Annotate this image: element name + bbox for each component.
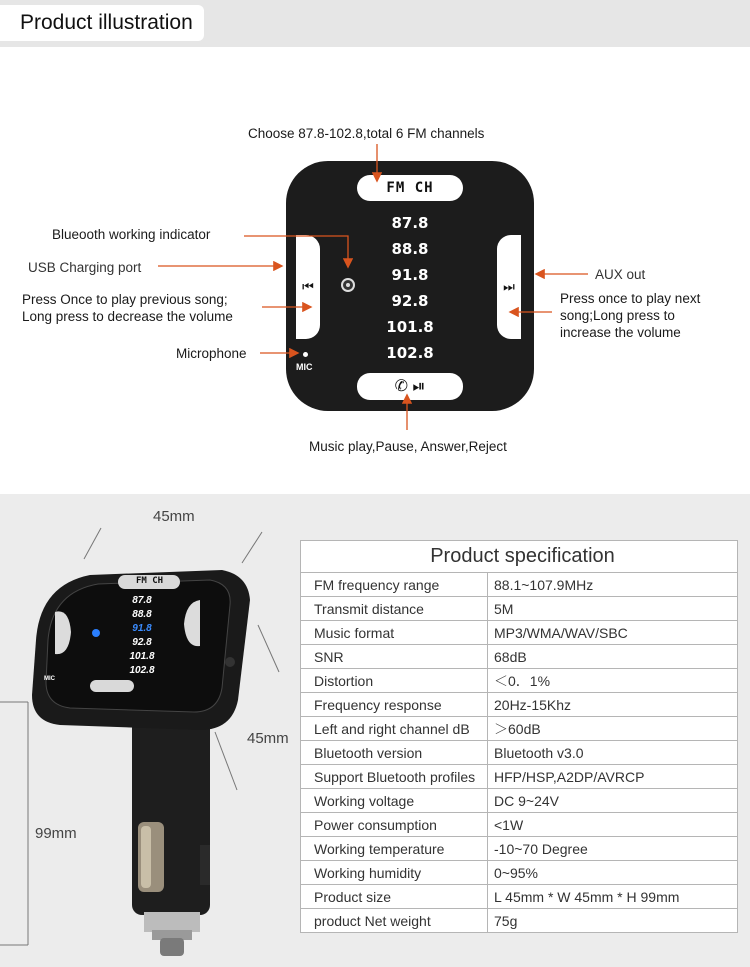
dimension-width: 45mm [153, 508, 195, 525]
spec-value: DC 9~24V [488, 789, 738, 813]
frequency-item: 101.8 [386, 318, 434, 336]
spec-row [301, 621, 738, 645]
spec-value: 68dB [488, 645, 738, 669]
frequency-item: 91.8 [391, 266, 429, 284]
annotation-next-line1: Press once to play next [560, 291, 701, 306]
annotation-usb-port: USB Charging port [28, 260, 142, 275]
spec-key: Frequency response [301, 693, 488, 717]
mic-label: MIC [296, 362, 313, 372]
annotation-microphone: Microphone [176, 346, 247, 361]
header-bar [0, 0, 750, 47]
spec-key: product Net weight [301, 909, 488, 933]
photo-frequency-item: 92.8 [132, 637, 152, 648]
bluetooth-indicator-icon [341, 278, 355, 292]
frequency-item: 92.8 [391, 292, 429, 310]
photo-frequency-list [112, 594, 172, 678]
spec-value: ＞60dB [488, 717, 738, 741]
spec-table-header [301, 541, 738, 573]
frequency-item: 87.8 [391, 214, 429, 232]
spec-table [300, 540, 738, 933]
section-title: Product illustration [0, 5, 204, 41]
spec-row [301, 669, 738, 693]
spec-value: <1W [488, 813, 738, 837]
annotation-aux-out: AUX out [595, 267, 646, 282]
phone-play-icon: ✆ ⏯ [394, 378, 426, 395]
play-answer-button [357, 373, 463, 400]
spec-row [301, 789, 738, 813]
spec-key: Product size [301, 885, 488, 909]
spec-title: Product specification [301, 541, 738, 573]
spec-row [301, 837, 738, 861]
previous-icon: ⏮ [302, 279, 314, 294]
spec-value: -10~70 Degree [488, 837, 738, 861]
spec-row [301, 741, 738, 765]
spec-row [301, 861, 738, 885]
spec-key: FM frequency range [301, 573, 488, 597]
spec-key: Music format [301, 621, 488, 645]
dimension-depth: 45mm [247, 730, 289, 747]
annotation-previous-line2: Long press to decrease the volume [22, 309, 233, 324]
annotation-previous-line1: Press Once to play previous song; [22, 292, 228, 307]
spec-value: MP3/WMA/WAV/SBC [488, 621, 738, 645]
photo-frequency-item: 87.8 [132, 595, 152, 606]
spec-row [301, 765, 738, 789]
next-icon: ⏭ [503, 279, 515, 294]
spec-row [301, 717, 738, 741]
annotation-play: Music play,Pause, Answer,Reject [309, 439, 507, 454]
spec-key: Distortion [301, 669, 488, 693]
annotation-next-line2: song;Long press to [560, 308, 675, 323]
spec-key: Left and right channel dB [301, 717, 488, 741]
spec-key: SNR [301, 645, 488, 669]
frequency-item: 88.8 [391, 240, 429, 258]
spec-key: Working voltage [301, 789, 488, 813]
spec-value: ＜0．1% [488, 669, 738, 693]
spec-key: Bluetooth version [301, 741, 488, 765]
photo-frequency-item: 101.8 [129, 651, 155, 662]
spec-key: Transmit distance [301, 597, 488, 621]
spec-value: Bluetooth v3.0 [488, 741, 738, 765]
spec-row [301, 693, 738, 717]
spec-value: 88.1~107.9MHz [488, 573, 738, 597]
spec-value: 75g [488, 909, 738, 933]
spec-key: Working temperature [301, 837, 488, 861]
frequency-list [380, 210, 440, 366]
frequency-item: 102.8 [386, 344, 434, 362]
annotation-bluetooth-indicator: Blueooth working indicator [52, 227, 211, 242]
spec-value: 20Hz-15Khz [488, 693, 738, 717]
spec-table-body [301, 573, 738, 933]
annotation-fm-channels: Choose 87.8-102.8,total 6 FM channels [248, 126, 485, 141]
spec-key: Support Bluetooth profiles [301, 765, 488, 789]
annotation-next-line3: increase the volume [560, 325, 681, 340]
photo-frequency-item: 102.8 [129, 665, 155, 676]
next-button [497, 235, 521, 339]
previous-button [296, 235, 320, 339]
photo-mic-label: MIC [44, 676, 55, 682]
spec-value: 5M [488, 597, 738, 621]
fm-ch-button: FM CH [357, 175, 463, 201]
microphone-icon [303, 352, 308, 357]
spec-key: Working humidity [301, 861, 488, 885]
spec-value: 0~95% [488, 861, 738, 885]
spec-key: Power consumption [301, 813, 488, 837]
photo-frequency-item: 88.8 [132, 609, 152, 620]
spec-row [301, 813, 738, 837]
spec-value: L 45mm * W 45mm * H 99mm [488, 885, 738, 909]
spec-row [301, 597, 738, 621]
spec-row [301, 885, 738, 909]
spec-value: HFP/HSP,A2DP/AVRCP [488, 765, 738, 789]
photo-fm-ch: FM CH [136, 576, 164, 586]
dimension-height: 99mm [35, 825, 77, 842]
spec-row [301, 573, 738, 597]
photo-frequency-item: 91.8 [132, 623, 152, 634]
spec-row [301, 645, 738, 669]
spec-row [301, 909, 738, 933]
